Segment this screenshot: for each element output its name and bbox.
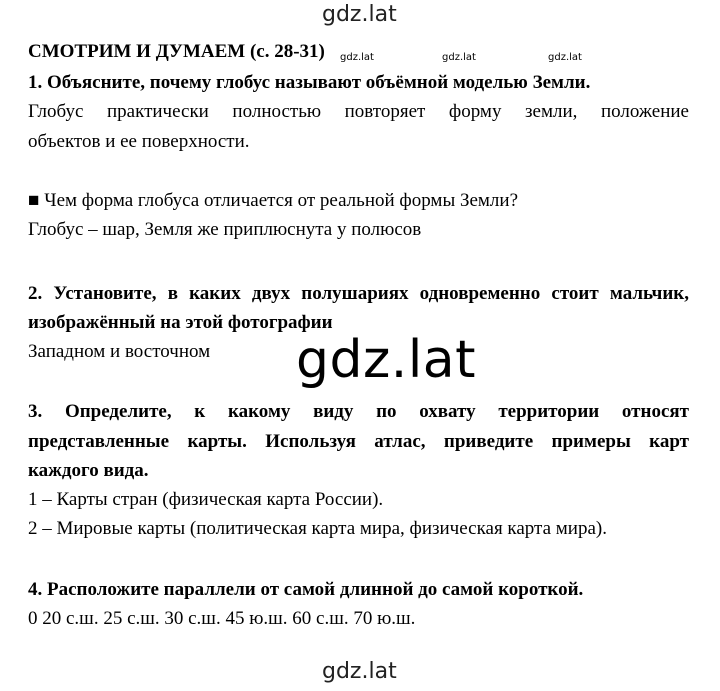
answer-3-line-1: 1 – Карты стран (физическая карта России). — [28, 489, 384, 510]
question-1b-text: Чем форма глобуса отличается от реальной формы Земли? — [44, 190, 519, 211]
section-heading: СМОТРИМ И ДУМАЕМ (с. 28-31) — [28, 41, 325, 62]
answer-1-line-2: объектов и ее поверхности. — [28, 131, 250, 152]
answer-1b: Глобус – шар, Земля же приплюснута у полюсов — [28, 219, 422, 240]
question-3-line-1: 3. Определите, к какому виду по охвату территории относят — [28, 401, 689, 422]
question-3-line-2: представленные карты. Используя атлас, приведите примеры карт — [28, 431, 689, 452]
watermark-small-2: gdz.lat — [442, 52, 476, 63]
bullet-icon: ■ — [28, 190, 40, 211]
watermark-bottom: gdz.lat — [322, 659, 397, 684]
question-1b — [28, 189, 518, 213]
answer-2: Западном и восточном — [28, 341, 211, 362]
question-4: 4. Расположите параллели от самой длинной до самой короткой. — [28, 579, 584, 600]
question-3-line-3: каждого вида. — [28, 460, 149, 481]
watermark-small-1: gdz.lat — [340, 52, 374, 63]
question-2-line-1: 2. Установите, в каких двух полушариях одновременно стоит мальчик, — [28, 283, 689, 304]
answer-3-line-2: 2 – Мировые карты (политическая карта мира, физическая карта мира). — [28, 518, 607, 539]
answer-1-line-1: Глобус практически полностью повторяет форму земли, положение — [28, 101, 689, 122]
watermark-small-3: gdz.lat — [548, 52, 582, 63]
question-1: 1. Объясните, почему глобус называют объёмной моделью Земли. — [28, 72, 591, 93]
watermark-center: gdz.lat — [296, 330, 477, 390]
watermark-top: gdz.lat — [322, 2, 397, 27]
question-2-line-2: изображённый на этой фотографии — [28, 312, 333, 333]
answer-4: 0 20 с.ш. 25 с.ш. 30 с.ш. 45 ю.ш. 60 с.ш. 70 ю.ш. — [28, 608, 416, 629]
